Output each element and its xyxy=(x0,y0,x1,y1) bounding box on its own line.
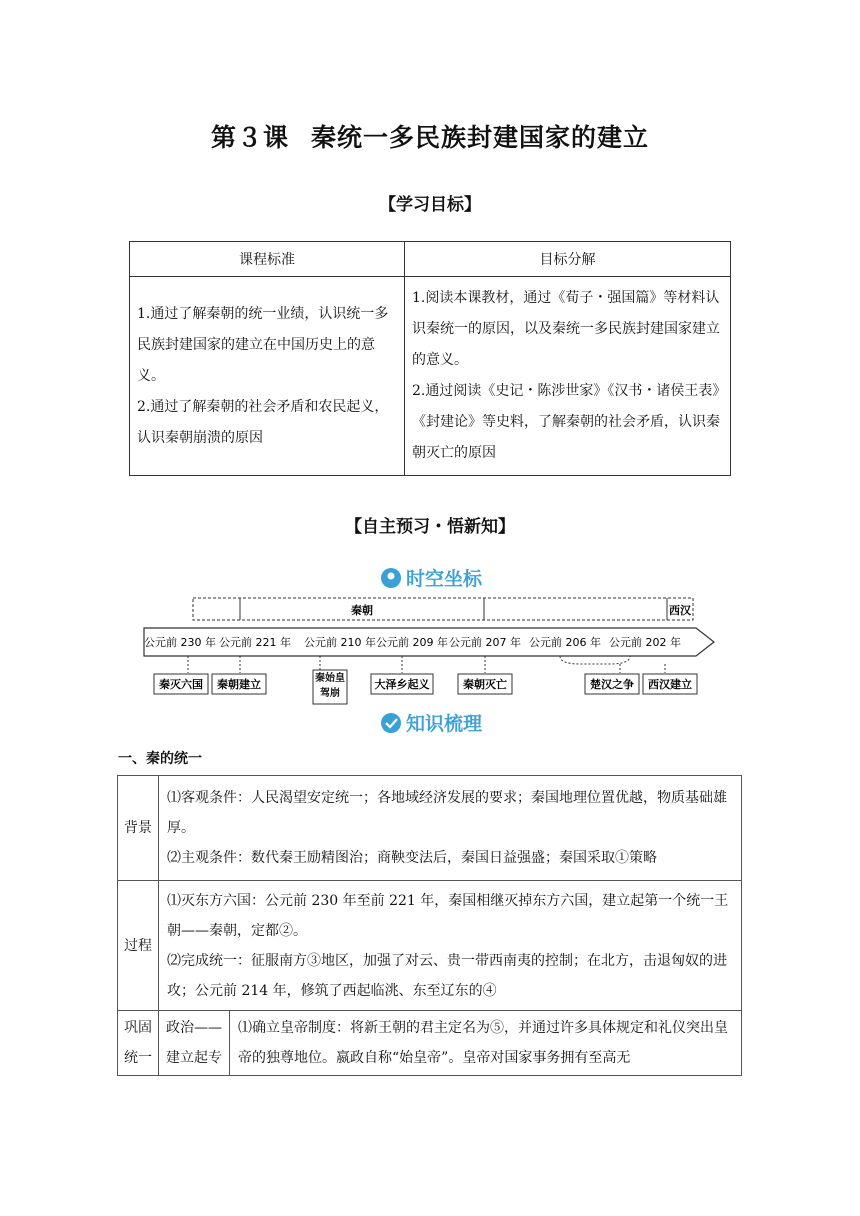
year-label: 公元前 221 年 xyxy=(219,636,291,649)
year-label: 公元前 210 年 xyxy=(304,636,376,649)
goals-header-standard: 课程标准 xyxy=(130,242,405,277)
dynasty-band xyxy=(193,598,693,620)
goals-header-breakdown: 目标分解 xyxy=(405,242,731,277)
year-label: 公元前 209 年 xyxy=(376,636,448,649)
row-sublabel: 政治——建立起专 xyxy=(159,1011,230,1076)
row-label: 过程 xyxy=(118,881,159,1011)
row-line: ⑵完成统一：征服南方③地区，加强了对云、贵一带西南夷的控制；在北方，击退匈奴的进攻；公元前 214 年，修筑了西起临洮、东至辽东的④ xyxy=(167,952,727,999)
knowledge-table xyxy=(117,775,742,1076)
event-label: 西汉建立 xyxy=(648,678,692,691)
breakdown-item: 1.阅读本课教材，通过《荀子・强国篇》等材料认识秦统一的原因，以及秦统一多民族封建国家建立的意义。 xyxy=(412,290,720,368)
period-western-han: 西汉 xyxy=(669,604,691,617)
event-label: 楚汉之争 xyxy=(590,678,634,691)
goals-table xyxy=(129,241,731,476)
page-title: 第３课 秦统一多民族封建国家的建立 xyxy=(210,123,650,152)
row-label: 巩固统一 xyxy=(118,1011,159,1076)
event-label: 秦灭六国 xyxy=(159,678,203,691)
goals-standards-cell xyxy=(130,277,405,476)
year-label: 公元前 202 年 xyxy=(609,636,681,649)
event-label-wrap xyxy=(313,671,347,705)
breakdown-item: 2.通过阅读《史记・陈涉世家》《汉书・诸侯王表》《封建论》等史料，了解秦朝的社会矛盾，认识秦朝灭亡的原因 xyxy=(412,383,720,461)
period-qin: 秦朝 xyxy=(351,604,373,617)
row-label: 背景 xyxy=(118,776,159,881)
section-preview-heading: 【自主预习・悟新知】 xyxy=(345,517,515,537)
event-label: 秦始皇驾崩 xyxy=(315,673,345,699)
row-content xyxy=(159,776,742,881)
table-row xyxy=(118,776,742,881)
knowledge-heading: 知识梳理 xyxy=(406,713,483,735)
year-label: 公元前 230 年 xyxy=(144,636,216,649)
table-row xyxy=(118,881,742,1011)
row-content xyxy=(159,881,742,1011)
timeline-graphic xyxy=(140,560,730,740)
row-line: ⑴灭东方六国：公元前 230 年至前 221 年，秦国相继灭掉东方六国，建立起第一个统一王朝——秦朝，定都②。 xyxy=(167,892,729,939)
row-line: ⑵主观条件：数代秦王励精图治；商鞅变法后，秦国日益强盛；秦国采取①策略 xyxy=(167,850,657,866)
check-badge-icon xyxy=(381,713,401,733)
section-goals-heading: 【学习目标】 xyxy=(379,195,481,215)
row-line: ⑴客观条件：人民渴望安定统一；各地域经济发展的要求；秦国地理位置优越，物质基础雄厚。 xyxy=(167,790,727,836)
row-content: ⑴确立皇帝制度：将新王朝的君主定名为⑤，并通过许多具体规定和礼仪突出皇帝的独尊地位。嬴政自称“始皇帝”。皇帝对国家事务拥有至高无 xyxy=(230,1011,742,1076)
standard-item: 2.通过了解秦朝的社会矛盾和农民起义，认识秦朝崩溃的原因 xyxy=(137,398,389,446)
event-label: 秦朝灭亡 xyxy=(463,678,507,691)
event-label: 大泽乡起义 xyxy=(374,678,430,691)
goals-breakdown-cell xyxy=(405,277,731,476)
table-row xyxy=(118,1011,742,1076)
year-label: 公元前 207 年 xyxy=(449,636,521,649)
year-label: 公元前 206 年 xyxy=(529,636,601,649)
part1-heading: 一、秦的统一 xyxy=(118,751,202,767)
timeline-heading: 时空坐标 xyxy=(406,568,483,590)
location-pin-icon xyxy=(381,568,401,588)
standard-item: 1.通过了解秦朝的统一业绩，认识统一多民族封建国家的建立在中国历史上的意义。 xyxy=(137,305,389,384)
event-label: 秦朝建立 xyxy=(217,678,261,691)
